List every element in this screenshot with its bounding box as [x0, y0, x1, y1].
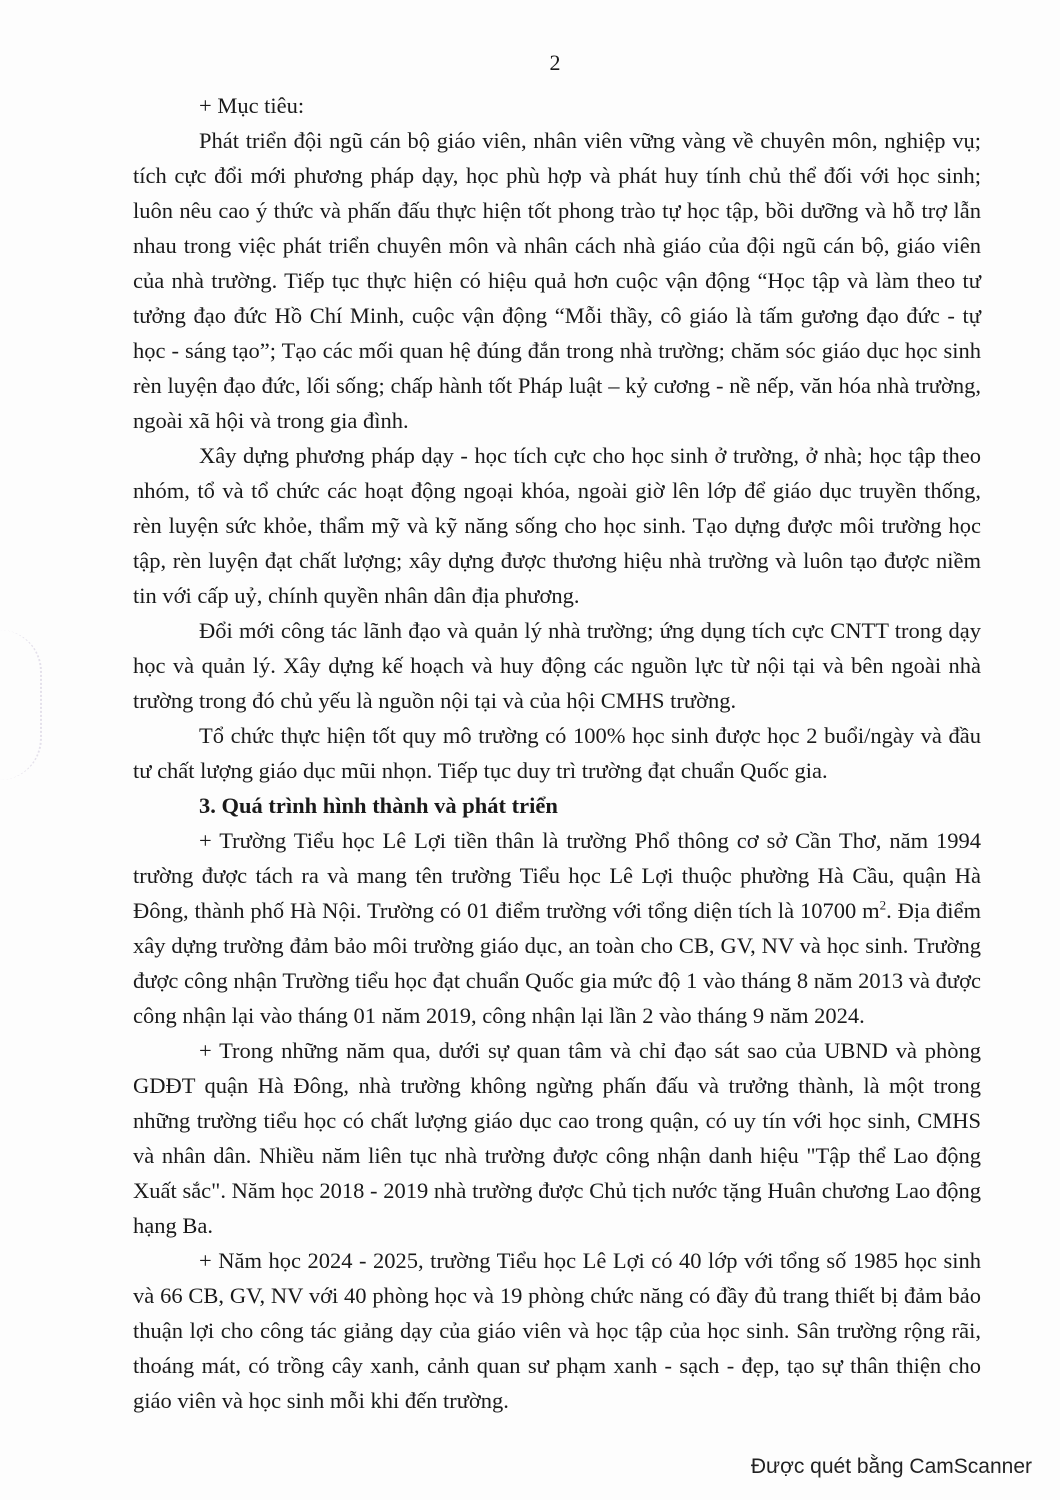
- area-unit-superscript: 2: [879, 897, 887, 913]
- paragraph-management-innovation: Đổi mới công tác lãnh đạo và quản lý nhà trường; ứng dụng tích cực CNTT trong dạy học và quản lý. Xây dựng kế hoạch và huy động các nguồn lực từ nội tại và bên ngoài nhà trường trong đó chủ yếu là nguồn nội tại và của hội CMHS trường.: [133, 618, 981, 713]
- paragraph-achievements: + Trong những năm qua, dưới sự quan tâm và chỉ đạo sát sao của UBND và phòng GDĐT quận Hà Đông, nhà trường không ngừng phấn đấu và trưởng thành, là một trong những trường tiểu học có chất lượng giáo dục cao trong quận, có uy tín với học sinh, CMHS và nhân dân. Nhiều năm liên tục nhà trường được công nhận danh hiệu "Tập thể Lao động Xuất sắc". Năm học 2018 - 2019 nhà trường được Chủ tịch nước tặng Huân chương Lao động hạng Ba.: [133, 1038, 981, 1238]
- paragraph-school-origin-part1: + Trường Tiểu học Lê Lợi tiền thân là trường Phổ thông cơ sở Cần Thơ, năm 1994 trường được tách ra và mang tên trường Tiểu học Lê Lợi thuộc phường Hà Cầu, quận Hà Đông, thành phố Hà Nội. Trường có 01 điểm trường với tổng diện tích là 10700 m: [133, 828, 981, 923]
- camscanner-watermark: Được quét bằng CamScanner: [750, 1455, 1032, 1478]
- scan-stamp-mark: [0, 630, 42, 780]
- document-body: [133, 88, 981, 1418]
- paragraph-school-origin: [133, 823, 981, 1033]
- paragraph-school-origin-part2: . Địa điểm xây dựng trường đảm bảo môi trường giáo dục, an toàn cho CB, GV, NV và học sinh. Trường được công nhận Trường tiểu học đạt chuẩn Quốc gia mức độ 1 vào tháng 8 năm 2013 và được công nhận lại vào tháng 01 năm 2019, công nhận lại lần 2 vào tháng 9 năm 2024.: [133, 898, 981, 1028]
- paragraph-school-scale: Tổ chức thực hiện tốt quy mô trường có 100% học sinh được học 2 buổi/ngày và đầu tư chất lượng giáo dục mũi nhọn. Tiếp tục duy trì trường đạt chuẩn Quốc gia.: [133, 723, 981, 783]
- paragraph-objective-label: + Mục tiêu:: [199, 93, 305, 118]
- paragraph-current-status: + Năm học 2024 - 2025, trường Tiểu học Lê Lợi có 40 lớp với tổng số 1985 học sinh và 66 CB, GV, NV với 40 phòng học và 19 phòng chức năng có đầy đủ trang thiết bị đảm bảo thuận lợi cho công tác giảng dạy của giáo viên và học tập của học sinh. Sân trường rộng rãi, thoáng mát, có trồng cây xanh, cảnh quan sư phạm xanh - sạch - đẹp, tạo sự thân thiện cho giáo viên và học sinh mỗi khi đến trường.: [133, 1248, 981, 1413]
- page-number: 2: [549, 50, 561, 75]
- section-heading-history: 3. Quá trình hình thành và phát triển: [199, 793, 558, 818]
- paragraph-staff-development: Phát triển đội ngũ cán bộ giáo viên, nhân viên vững vàng về chuyên môn, nghiệp vụ; tích cực đổi mới phương pháp dạy, học phù hợp và phát huy tính chủ thể đối với học sinh; luôn nêu cao ý thức và phấn đấu thực hiện tốt phong trào tự học tập, bồi dưỡng và hỗ trợ lẫn nhau trong việc phát triển chuyên môn và nhân cách nhà giáo của đội ngũ cán bộ, giáo viên của nhà trường. Tiếp tục thực hiện có hiệu quả hơn cuộc vận động “Học tập và làm theo tư tưởng đạo đức Hồ Chí Minh, cuộc vận động “Mỗi thầy, cô giáo là tấm gương đạo đức - tự học - sáng tạo”; Tạo các mối quan hệ đúng đắn trong nhà trường; chăm sóc giáo dục học sinh rèn luyện đạo đức, lối sống; chấp hành tốt Pháp luật – kỷ cương - nề nếp, văn hóa nhà trường, ngoài xã hội và trong gia đình.: [133, 128, 981, 433]
- paragraph-teaching-methods: Xây dựng phương pháp dạy - học tích cực cho học sinh ở trường, ở nhà; học tập theo nhóm, tổ và tổ chức các hoạt động ngoại khóa, ngoài giờ lên lớp để giáo dục truyền thống, rèn luyện sức khỏe, thẩm mỹ và kỹ năng sống cho học sinh. Tạo dựng được môi trường học tập, rèn luyện đạt chất lượng; xây dựng được thương hiệu nhà trường và luôn tạo được niềm tin với cấp uỷ, chính quyền nhân dân địa phương.: [133, 443, 981, 608]
